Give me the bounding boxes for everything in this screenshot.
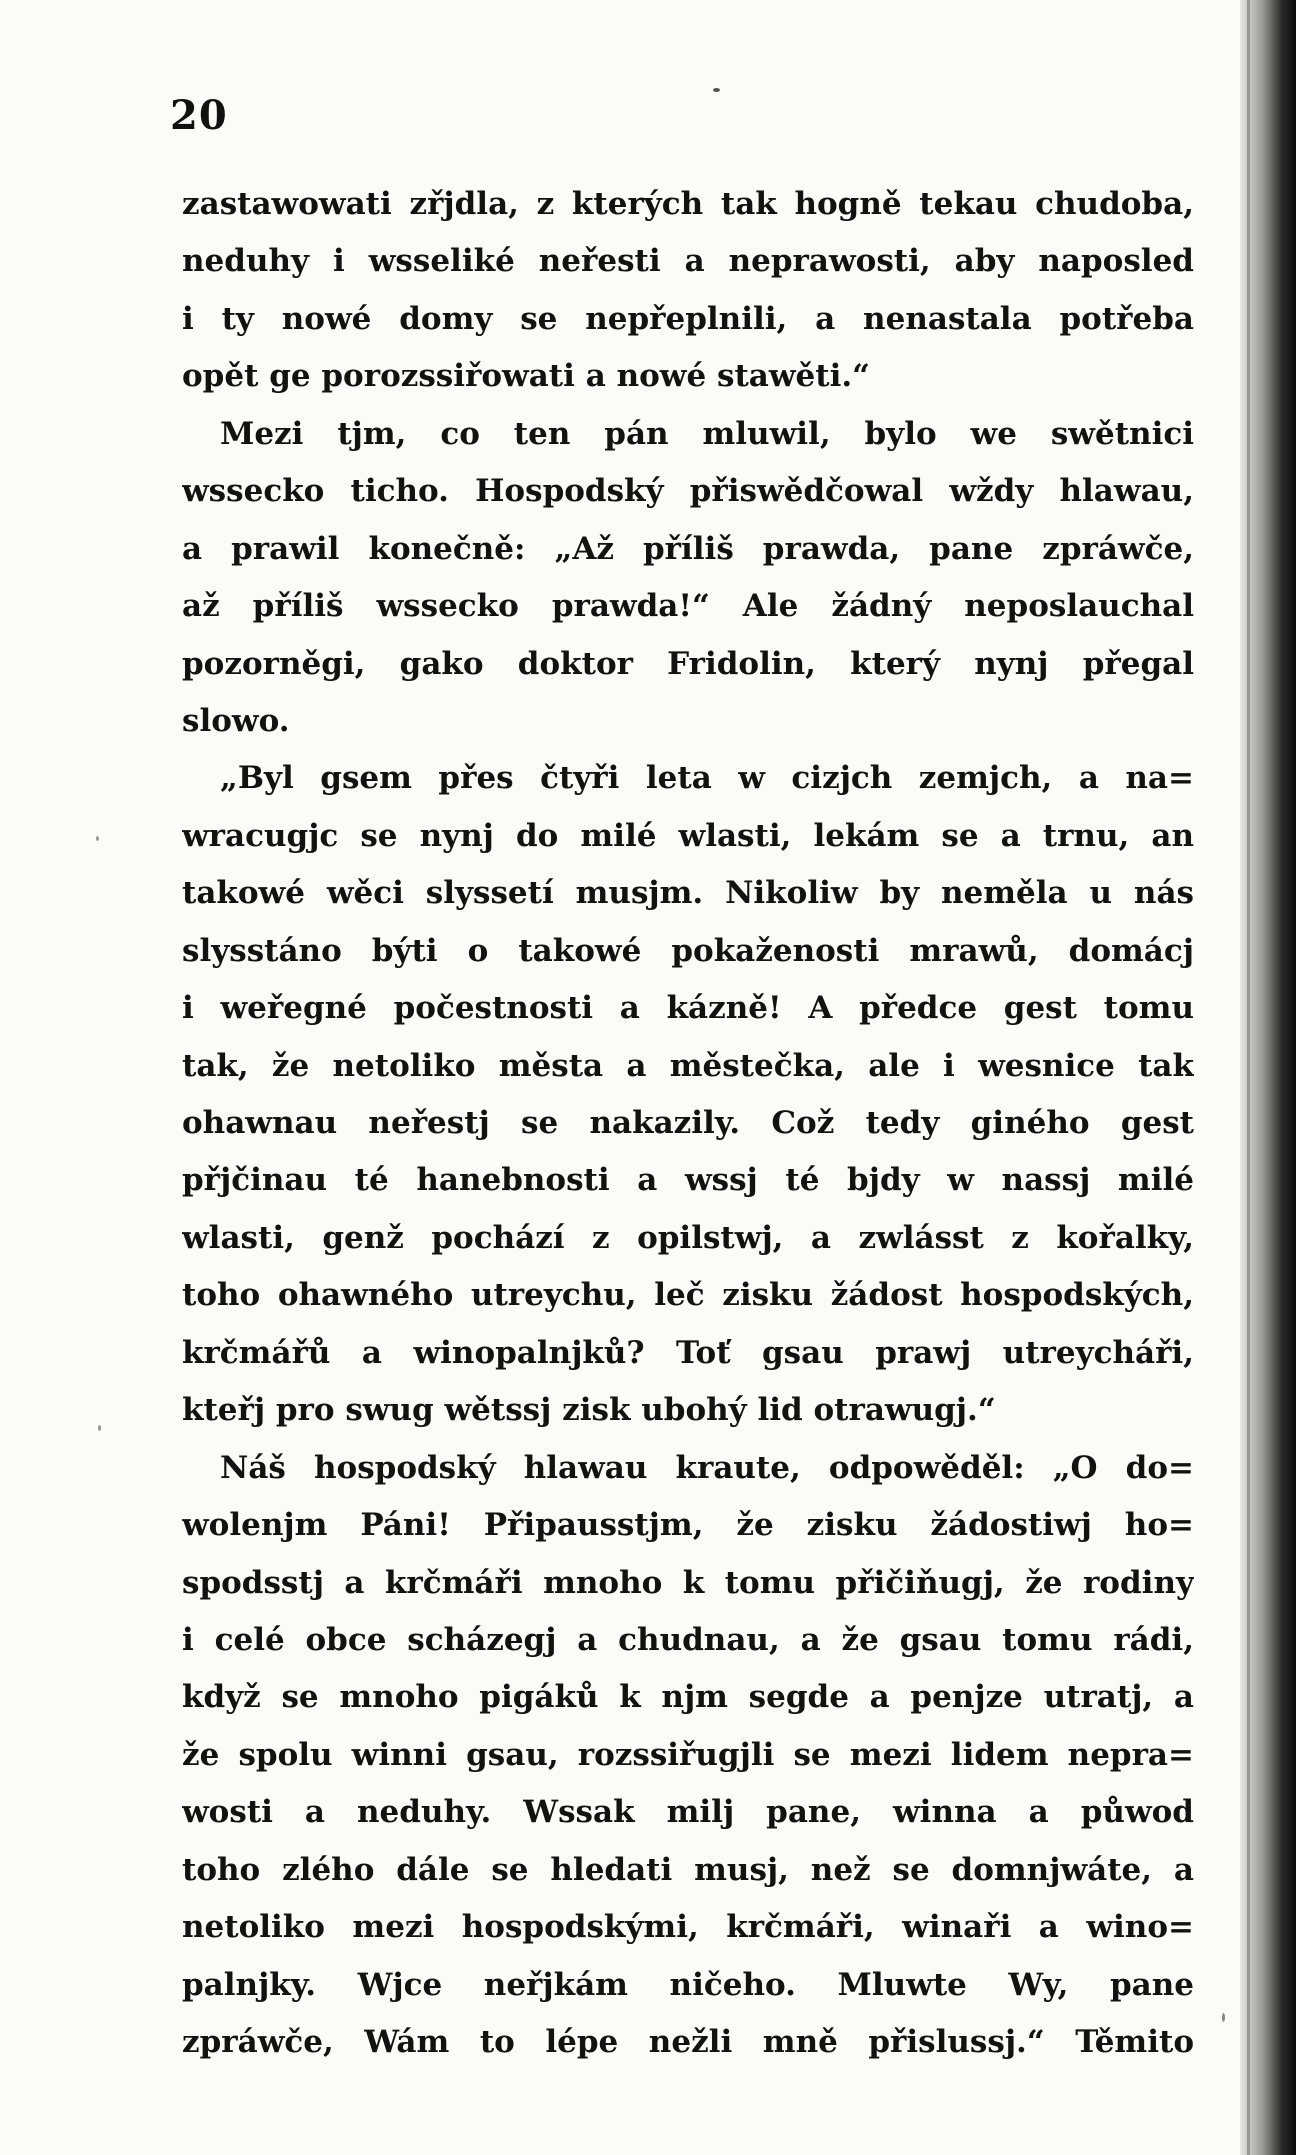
text-line: wsseckо ticho. Hospodský přiswědčowal wždy hlawau, (182, 473, 1194, 510)
text-line: netoliko mezi hospodskými, krčmáři, winaři a wino= (182, 1909, 1194, 1946)
text-line: wlasti, genž pochází z opilstwj, a zwlásst z kořalky, (182, 1219, 1194, 1256)
text-line: zastawowati zřjdla, z kterých tak hogně tekau chudoba, (182, 186, 1194, 222)
text-line: ohawnau neřestj se nakazily. Což tedy giného gest (182, 1105, 1194, 1141)
text-line: opět ge porozssiřowati a nowé stawěti.“ (182, 358, 870, 395)
page-spine-edge (1247, 0, 1250, 2155)
text-line: palnjky. Wjce neřjkám ničeho. Mluwte Wy, pane (182, 1966, 1194, 2003)
text-line: spodsstj a krčmáři mnoho k tomu přičiňugj, že rodiny (182, 1564, 1194, 1601)
text-line: wolenjm Páni! Připausstjm, že zisku žádostiwj ho= (182, 1507, 1194, 1544)
ink-speck (96, 836, 99, 841)
text-line: slowo. (182, 702, 290, 739)
ink-speck (713, 88, 720, 92)
text-line: neduhy i wsseliké neřesti a neprawosti, aby naposled (182, 243, 1194, 280)
text-line: wracugjc se nynj do milé wlasti, lekám se a trnu, an (182, 817, 1194, 854)
text-line: až příliš wssecko prawda!“ Ale žádný neposlauchal (182, 588, 1194, 625)
text-line: tak, že netoliko města a městečka, ale i wesnice tak (182, 1047, 1194, 1084)
text-line: slysstáno býti o takowé pokaženosti mrawů, domácj (182, 932, 1194, 969)
text-line: i celé obce scházegj a chudnau, a že gsau tomu rádi, (182, 1621, 1194, 1658)
text-line: i weřegné počestnosti a kázně! A předce gest tomu (182, 990, 1194, 1027)
ink-speck (1222, 2013, 1225, 2022)
page-number: 20 (170, 92, 228, 139)
text-line: když se mnoho pigáků k njm segde a penjze utratj, a (182, 1679, 1194, 1716)
text-line: toho ohawného utreychu, leč zisku žádost hospodských, (182, 1277, 1194, 1314)
text-line: wosti a neduhy. Wssak milj pane, winna a půwod (182, 1794, 1194, 1831)
body-text (182, 176, 1194, 2071)
text-line: a prawil konečně: „Až příliš prawda, pane zpráwče, (182, 530, 1194, 567)
text-line: pozorněgi, gako doktor Fridolin, který nynj přegal (182, 645, 1194, 682)
ink-speck (98, 1425, 101, 1431)
text-line: Náš hospodský hlawau kraute, odpowěděl: „O do= (220, 1449, 1194, 1486)
text-line: zpráwče, Wám to lépe nežli mně přislussj.“ Těmito (182, 2024, 1194, 2060)
text-line: Mezi tjm, co ten pán mluwil, bylo we swětnici (220, 415, 1194, 452)
text-line: „Byl gsem přes čtyři leta w cizjch zemjch, a na= (220, 760, 1194, 797)
text-line: i ty nowé domy se nepřeplnili, a nenastala potřeba (182, 300, 1194, 337)
text-line: krčmářů a winopalnjků? Toť gsau prawj utreycháři, (182, 1334, 1194, 1371)
text-line: toho zlého dále se hledati musj, než se domnjwáte, a (182, 1851, 1194, 1888)
text-line: že spolu winni gsau, rozssiřugjli se mezi lidem nepra= (182, 1736, 1194, 1773)
text-line: přjčinau té hanebnosti a wssj té bjdy w nassj milé (182, 1162, 1194, 1199)
text-line: kteřj pro swug wětssj zisk ubohý lid otrawugj.“ (182, 1392, 996, 1429)
text-line: takowé wěci slyssetí musjm. Nikoliw by neměla u nás (182, 875, 1194, 912)
